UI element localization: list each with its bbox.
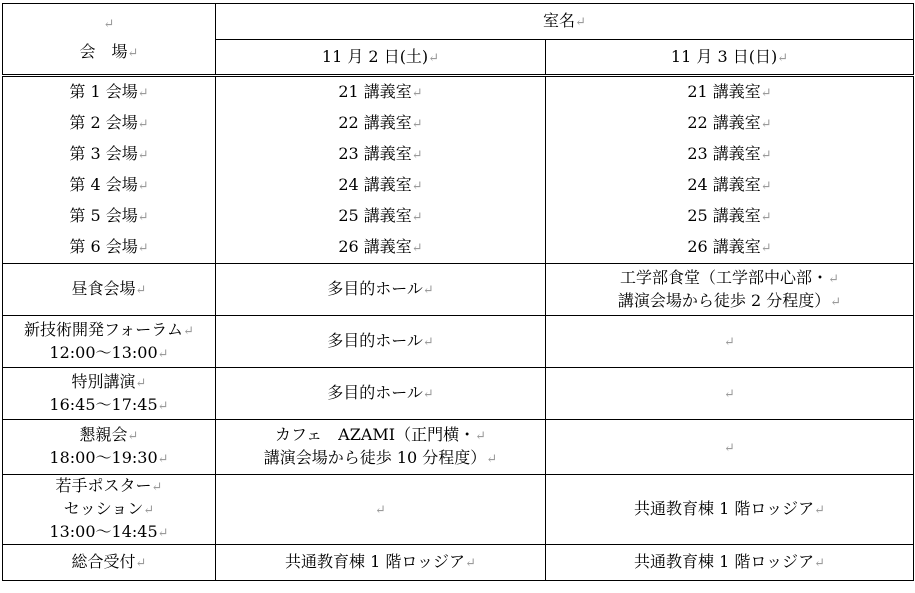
header-venue-cell: ↵ 会 場↵ xyxy=(3,4,216,76)
lunch-day1: 多目的ホール↵ xyxy=(216,264,546,316)
paragraph-mark: ↵ xyxy=(724,440,735,456)
room-day1: 23 講義室↵ xyxy=(216,139,546,170)
venue-room-table xyxy=(2,3,914,581)
venue-name: 第 2 会場↵ xyxy=(3,108,216,139)
lunch-name: 昼食会場↵ xyxy=(3,264,216,316)
forum-day1: 多目的ホール↵ xyxy=(216,316,546,368)
table-row xyxy=(3,475,914,545)
table-row xyxy=(3,264,914,316)
header-room-cell: 室名↵ xyxy=(216,4,914,40)
party-name: 懇親会↵ 18:00～19:30↵ xyxy=(3,420,216,475)
poster-day1 xyxy=(216,475,546,545)
table-row xyxy=(3,368,914,420)
room-day1: 25 講義室↵ xyxy=(216,201,546,232)
room-day2: 22 講義室↵ xyxy=(546,108,914,139)
table-row xyxy=(3,201,914,232)
table-row xyxy=(3,232,914,264)
paragraph-mark: ↵ xyxy=(103,17,115,32)
forum-day2 xyxy=(546,316,914,368)
venue-name: 第 4 会場↵ xyxy=(3,170,216,201)
poster-day2: 共通教育棟 1 階ロッジア↵ xyxy=(546,475,914,545)
room-day1: 26 講義室↵ xyxy=(216,232,546,264)
table-row xyxy=(3,108,914,139)
room-day2: 26 講義室↵ xyxy=(546,232,914,264)
table-row xyxy=(3,316,914,368)
venue-name: 第 3 会場↵ xyxy=(3,139,216,170)
special-name: 特別講演↵ 16:45～17:45↵ xyxy=(3,368,216,420)
forum-name: 新技術開発フォーラム↵ 12:00～13:00↵ xyxy=(3,316,216,368)
reception-day2: 共通教育棟 1 階ロッジア↵ xyxy=(546,545,914,581)
room-day2: 23 講義室↵ xyxy=(546,139,914,170)
room-day1: 21 講義室↵ xyxy=(216,76,546,109)
special-day2 xyxy=(546,368,914,420)
table-row xyxy=(3,420,914,475)
table-row xyxy=(3,76,914,109)
venue-name: 第 6 会場↵ xyxy=(3,232,216,264)
poster-name: 若手ポスター↵ セッション↵ 13:00～14:45↵ xyxy=(3,475,216,545)
venue-name: 第 1 会場↵ xyxy=(3,76,216,109)
reception-name: 総合受付↵ xyxy=(3,545,216,581)
table-row xyxy=(3,139,914,170)
paragraph-mark: ↵ xyxy=(724,387,735,402)
room-day2: 25 講義室↵ xyxy=(546,201,914,232)
header-room-label: 室名 xyxy=(543,11,576,30)
header-venue-label: 会 場 xyxy=(79,42,128,61)
room-day2: 24 講義室↵ xyxy=(546,170,914,201)
party-day1: カフェ AZAMI（正門横・↵ 講演会場から徒歩 10 分程度）↵ xyxy=(216,420,546,475)
room-day2: 21 講義室↵ xyxy=(546,76,914,109)
header-day1: 11 月 2 日(土)↵ xyxy=(216,40,546,76)
lunch-day2: 工学部食堂（工学部中心部・↵ 講演会場から徒歩 2 分程度）↵ xyxy=(546,264,914,316)
header-day2: 11 月 3 日(日)↵ xyxy=(546,40,914,76)
table-row xyxy=(3,170,914,201)
table-row xyxy=(3,545,914,581)
paragraph-mark: ↵ xyxy=(724,335,735,350)
special-day1: 多目的ホール↵ xyxy=(216,368,546,420)
party-day2 xyxy=(546,420,914,475)
room-day1: 24 講義室↵ xyxy=(216,170,546,201)
paragraph-mark: ↵ xyxy=(375,503,386,518)
venue-name: 第 5 会場↵ xyxy=(3,201,216,232)
room-day1: 22 講義室↵ xyxy=(216,108,546,139)
reception-day1: 共通教育棟 1 階ロッジア↵ xyxy=(216,545,546,581)
